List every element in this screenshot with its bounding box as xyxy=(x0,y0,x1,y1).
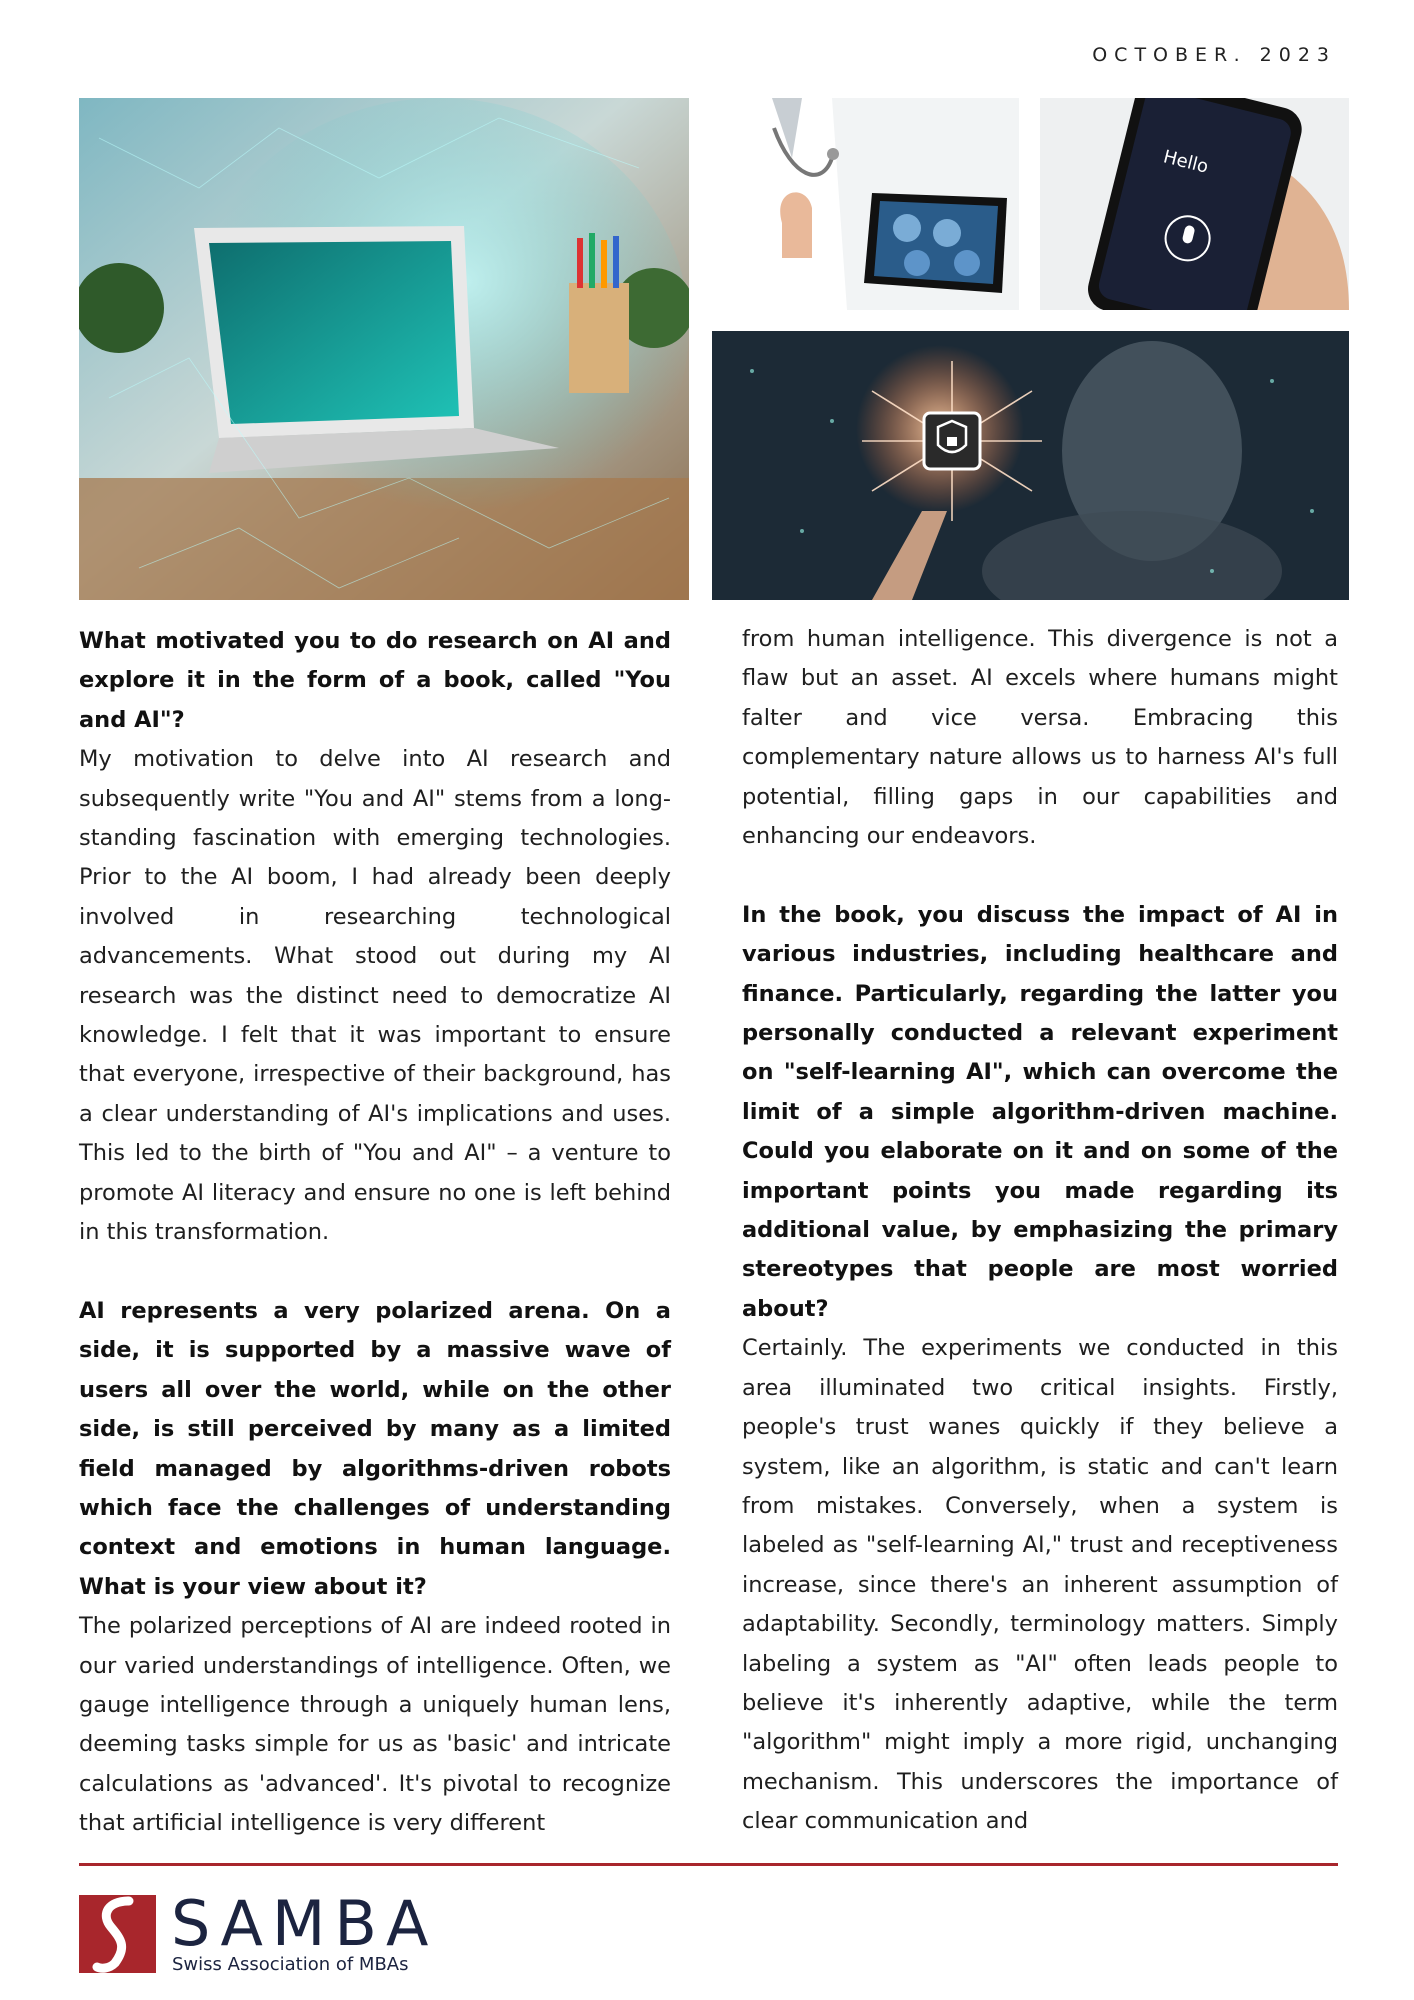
question-1: What motivated you to do research on AI and explore it in the form of a book, called "You and AI"? xyxy=(79,628,671,733)
answer-2-continued: from human intelligence. This divergence is not a flaw but an asset. AI excels where humans might falter and vice versa. Embracing this complementary nature allows us to harness AI's full potential, filling gaps in our capabilities and enhancing our endeavors. xyxy=(742,626,1338,850)
left-text-column xyxy=(79,622,671,1844)
question-2: AI represents a very polarized arena. On a side, it is supported by a massive wave of users all over the world, while on the other side, is still perceived by many as a limited field managed by algorithms-driven robots which face the challenges of understanding context and emotions in human language. What is your view about it? xyxy=(79,1297,671,1600)
brand-name: SAMBA xyxy=(171,1887,438,1960)
answer-2: The polarized perceptions of AI are indeed rooted in our varied understandings of intelligence. Often, we gauge intelligence through a uniquely human lens, deeming tasks simple for us as 'basic' and intricate calculations as 'advanced'. It's pivotal to recognize that artificial intelligence is very different xyxy=(79,1613,671,1837)
question-3: In the book, you discuss the impact of AI in various industries, including healthcare and finance. Particularly, regarding the latter you personally conducted a relevant experiment on "self-learning AI", which can overcome the limit of a simple algorithm-driven machine. Could you elaborate on it and on some of the important points you made regarding its additional value, by emphasizing the primary stereotypes that people are most worried about? xyxy=(742,901,1338,1322)
answer-1: My motivation to delve into AI research and subsequently write "You and AI" stems from a long-standing fascination with emerging technologies. Prior to the AI boom, I had already been deeply involved in researching technological advancements. What stood out during my AI research was the distinct need to democratize AI knowledge. I felt that it was important to ensure that everyone, irrespective of their background, has a clear understanding of AI's implications and uses. This led to the birth of "You and AI" – a venture to promote AI literacy and ensure no one is left behind in this transformation. xyxy=(79,746,671,1246)
doctor-tablet-image xyxy=(712,98,1019,310)
samba-logo-mark xyxy=(79,1895,156,1973)
right-text-column xyxy=(742,620,1338,1842)
answer-3: Certainly. The experiments we conducted in this area illuminated two critical insights. Firstly, people's trust wanes quickly if they believe a system, like an algorithm, is static and can't learn from mistakes. Conversely, when a system is labeled as "self-learning AI," trust and receptiveness increase, since there's an inherent assumption of adaptability. Secondly, terminology matters. Simply labeling a system as "AI" often leads people to believe it's inherently adaptive, while the term "algorithm" might imply a more rigid, unchanging mechanism. This underscores the importance of clear communication and xyxy=(742,1335,1338,1835)
brand-tagline: Swiss Association of MBAs xyxy=(172,1954,409,1975)
phone-screen-text: Hello xyxy=(1161,146,1211,178)
voice-assistant-phone-image xyxy=(1040,98,1349,310)
footer-divider xyxy=(79,1863,1338,1866)
samba-logo xyxy=(79,1887,479,1975)
laptop-ai-image xyxy=(79,98,689,600)
ai-security-chip-image xyxy=(712,331,1349,600)
issue-date: OCTOBER. 2023 xyxy=(1092,44,1336,66)
